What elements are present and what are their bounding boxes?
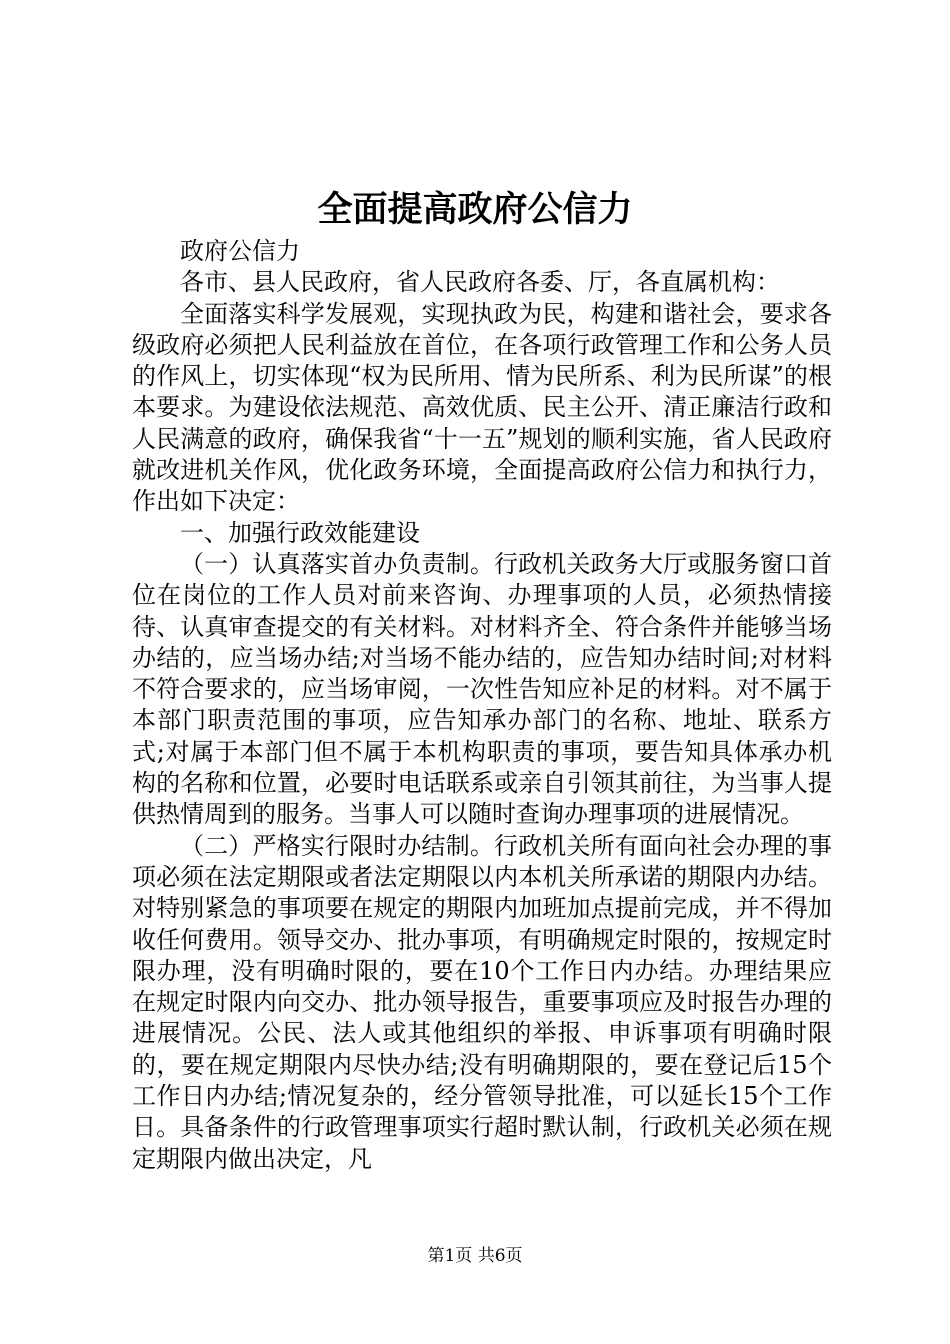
paragraph-item-1: （一）认真落实首办负责制。行政机关政务大厅或服务窗口首位在岗位的工作人员对前来咨询、办理事项的人员，必须热情接待、认真审查提交的有关材料。对材料齐全、符合条件并能够当场办结的，应当场办结;对当场不能办结的，应告知办结时间;对材料不符合要求的，应当场审阅，一次性告知应补足的材料。对不属于本部门职责范围的事项，应告知承办部门的名称、地址、联系方式;对属于本部门但不属于本机构职责的事项，要告知具体承办机构的名称和位置，必要时电话联系或亲自引领其前往，为当事人提供热情周到的服务。当事人可以随时查询办理事项的进展情况。: [132, 549, 832, 829]
page-footer: 第1页 共6页: [427, 1246, 523, 1266]
document-body: [132, 236, 832, 1175]
section-heading-1: 一、加强行政效能建设: [180, 518, 420, 547]
document-title: 全面提高政府公信力: [317, 189, 633, 230]
paragraph-addressee: 各市、县人民政府，省人民政府各委、厅，各直属机构：: [180, 268, 780, 297]
paragraph-subject: 政府公信力: [180, 237, 300, 265]
paragraph-item-2: （二）严格实行限时办结制。行政机关所有面向社会办理的事项必须在法定期限或者法定期限以内本机关所承诺的期限内办结。对特别紧急的事项要在规定的期限内加班加点提前完成，并不得加收任何费用。领导交办、批办事项，有明确规定时限的，按规定时限办理，没有明确时限的，要在10个工作日内办结。办理结果应在规定时限内向交办、批办领导报告，重要事项应及时报告办理的进展情况。公民、法人或其他组织的举报、申诉事项有明确时限的，要在规定期限内尽快办结;没有明确期限的，要在登记后15个工作日内办结;情况复杂的，经分管领导批准，可以延长15个工作日。具备条件的行政管理事项实行超时默认制，行政机关必须在规定期限内做出决定，凡: [132, 831, 832, 1173]
paragraph-intro: 全面落实科学发展观，实现执政为民，构建和谐社会，要求各级政府必须把人民利益放在首位，在各项行政管理工作和公务人员的作风上，切实体现“权为民所用、情为民所系、利为民所谋”的根本要求。为建设依法规范、高效优质、民主公开、清正廉洁行政和人民满意的政府，确保我省“十一五”规划的顺利实施，省人民政府就改进机关作风，优化政务环境，全面提高政府公信力和执行力，作出如下决定：: [132, 299, 832, 516]
